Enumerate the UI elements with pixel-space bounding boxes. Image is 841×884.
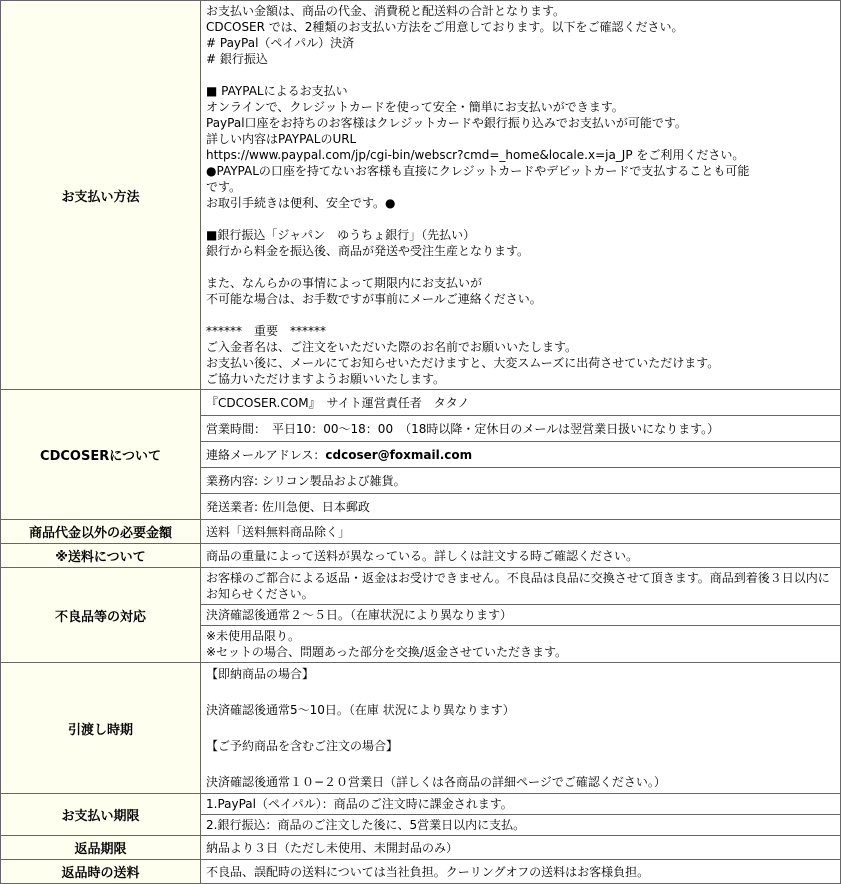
text-line: です。 [206, 180, 242, 194]
table-row-defective [1, 568, 841, 605]
payment-option-paypal: # PayPal（ペイパル）決済 [206, 36, 355, 50]
text-line: 詳しい内容はPAYPALのURL [206, 132, 357, 146]
defective-note-unused: ※未使用品限り。 [206, 629, 301, 643]
row-label-return-shipping: 返品時の送料 [1, 860, 201, 884]
about-row-email [201, 442, 841, 468]
table-row-shipping-fee [1, 544, 841, 568]
bank-section-heading: ■銀行振込「ジャパン ゆうちょ銀行」（先払い） [206, 228, 476, 242]
defective-processing-text: 決済確認後通常２〜５日。（在庫状況により異なります） [201, 605, 841, 626]
row-label-defective: 不良品等の対応 [1, 568, 201, 663]
blank-line [206, 719, 835, 737]
about-row-hours: 営業時間： 平日10：00〜18：00 （18時以降・定休日のメールは翌営業日扱いになります。） [201, 416, 841, 442]
delivery-heading-preorder: 【ご予約商品を含むご注文の場合】 [206, 739, 399, 753]
text-line: PayPal口座をお持ちのお客様はクレジットカードや銀行振り込みでお支払いが可能です。 [206, 116, 687, 130]
text-line: お支払い後に、メールにてお知らせいただけますと、大変スムーズに出荷させていただけます。 [206, 356, 720, 370]
about-row-business: 業務内容: シリコン製品および雑貨。 [201, 468, 841, 494]
text-line: ●PAYPALの口座を持てないお客様も直接にクレジットカードやデビットカードで支払することも可能 [206, 164, 750, 178]
defective-note-set: ※セットの場合、問題あった部分を交換/返金させていただきます。 [206, 645, 568, 659]
table-row-return-shipping [1, 860, 841, 884]
email-address: cdcoser@foxmail.com [325, 447, 473, 462]
text-line: 決済確認後通常5〜10日。（在庫 状況により異なります） [206, 703, 515, 717]
extra-fee-text: 送料「送料無料商品除く」 [201, 520, 841, 544]
row-label-payment-method: お支払い方法 [1, 1, 201, 390]
row-label-return-period: 返品期限 [1, 836, 201, 860]
defective-notes-cell [201, 626, 841, 663]
row-label-delivery: 引渡し時期 [1, 663, 201, 794]
text-line: 銀行から料金を振込後、商品が発送や受注生産となります。 [206, 244, 530, 258]
shipping-fee-text: 商品の重量によって送料が異なっている。詳しくは註文する時ご確認ください。 [201, 544, 841, 568]
paypal-url-text: https://www.paypal.com/jp/cgi-bin/webscr?cmd=_home&locale.x=ja_JP をご利用ください。 [206, 148, 745, 162]
defective-policy-text: お客様のご都合による返品・返金はお受けできません。不良品は良品に交換させて頂きます。商品到着後３日以内にお知らせください。 [201, 568, 841, 605]
delivery-heading-instock: 【即納商品の場合】 [206, 667, 315, 681]
paypal-section-heading: ■ PAYPALによるお支払い [206, 84, 348, 98]
text-line: オンラインで、クレジットカードを使って安全・簡単にお支払いができます。 [206, 100, 624, 114]
about-row-operator: 『CDCOSER.COM』 サイト運営責任者 タタノ [201, 390, 841, 416]
row-label-deadline: お支払い期限 [1, 794, 201, 836]
table-row-payment-method [1, 1, 841, 390]
payment-option-bank: # 銀行振込 [206, 52, 268, 66]
text-line: ご協力いただけますようお願いいたします。 [206, 372, 446, 386]
table-row-about [1, 390, 841, 416]
blank-line [206, 755, 835, 773]
deadline-bank-text: 2.銀行振込：商品のご注文した後に、5営業日以内に支払。 [201, 815, 841, 836]
text-line: お取引手続きは便利、安全です。● [206, 196, 396, 210]
about-row-shippers: 発送業者: 佐川急便、日本郵政 [201, 494, 841, 520]
row-label-extra-fee: 商品代金以外の必要金額 [1, 520, 201, 544]
email-label: 連絡メールアドレス： [206, 447, 326, 462]
row-label-shipping-fee: ※送料について [1, 544, 201, 568]
important-heading: ****** 重要 ****** [206, 324, 327, 338]
row-label-about: CDCOSERについて [1, 390, 201, 520]
deadline-paypal-text: 1.PayPal（ペイパル）：商品のご注文時に課金されます。 [201, 794, 841, 815]
table-row-extra-fee [1, 520, 841, 544]
table-row-return-period [1, 836, 841, 860]
blank-line [206, 211, 835, 227]
return-shipping-text: 不良品、誤配時の送料については当社負担。クーリングオフの送料はお客様負担。 [201, 860, 841, 884]
text-line: ご入金者名は、ご注文をいただいた際のお名前でお願いいたします。 [206, 340, 578, 354]
delivery-details [201, 663, 841, 794]
blank-line [206, 683, 835, 701]
table-row-delivery [1, 663, 841, 794]
blank-line [206, 259, 835, 275]
payment-method-details [201, 1, 841, 390]
text-line: 決済確認後通常１０−２０営業日（詳しくは各商品の詳細ページでご確認ください。） [206, 775, 666, 789]
blank-line [206, 307, 835, 323]
text-line: CDCOSER では、2種類のお支払い方法をご用意しております。以下をご確認ください。 [206, 20, 684, 34]
table-row-deadline [1, 794, 841, 815]
text-line: 不可能な場合は、お手数ですが事前にメールご連絡ください。 [206, 292, 542, 306]
return-period-text: 納品より３日（ただし未使用、未開封品のみ） [201, 836, 841, 860]
text-line: また、なんらかの事情によって期限内にお支払いが [206, 276, 483, 290]
blank-line [206, 67, 835, 83]
text-line: お支払い金額は、商品の代金、消費税と配送料の合計となります。 [206, 4, 566, 18]
